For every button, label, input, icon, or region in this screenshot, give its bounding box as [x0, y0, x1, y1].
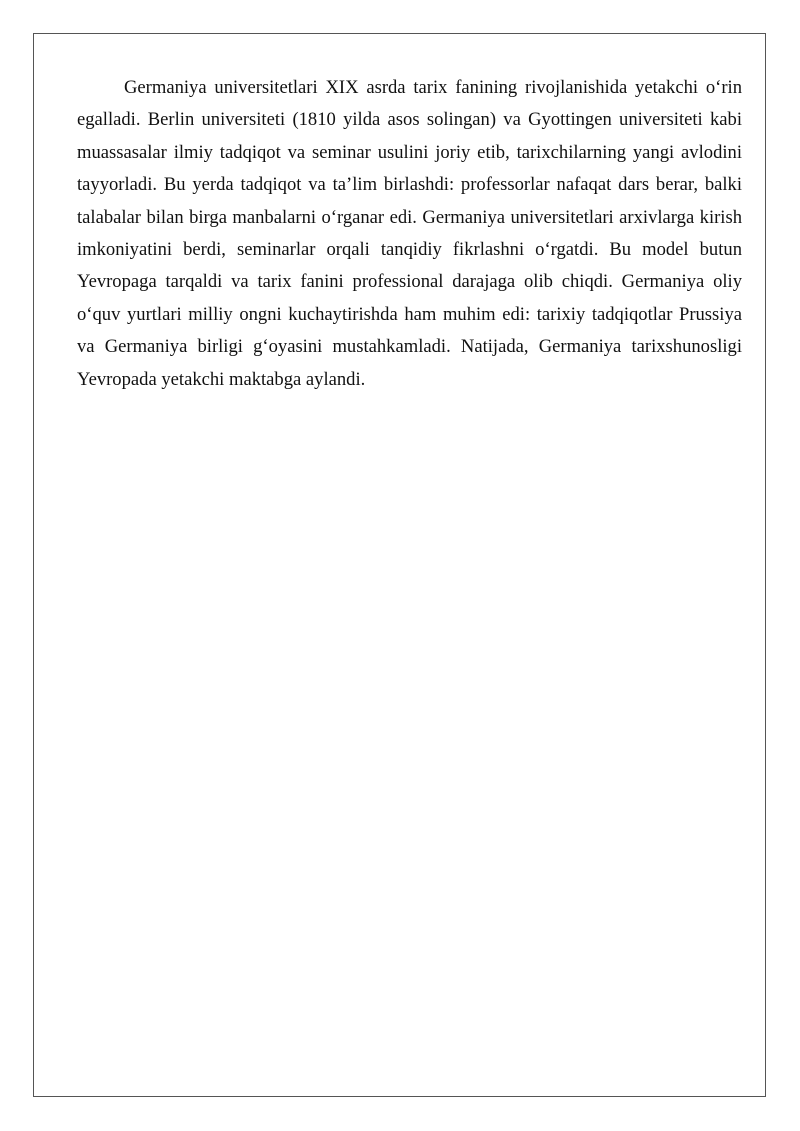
- body-paragraph: Germaniya universitetlari XIX asrda tarix fanining rivojlanishida yetakchi o‘rin egalladi. Berlin universiteti (1810 yilda asos solingan) va Gyottingen universiteti kabi muassasalar ilmiy tadqiqot va seminar usulini joriy etib, tarixchilarning yangi avlodini tayyorladi. Bu yerda tadqiqot va ta’lim birlashdi: professorlar nafaqat dars berar, balki talabalar bilan birga manbalarni o‘rganar edi. Germaniya universitetlari arxivlarga kirish imkoniyatini berdi, seminarlar orqali tanqidiy fikrlashni o‘rgatdi. Bu model butun Yevropaga tarqaldi va tarix fanini professional darajaga olib chiqdi. Germaniya oliy o‘quv yurtlari milliy ongni kuchaytirishda ham muhim edi: tarixiy tadqiqotlar Prussiya va Germaniya birligi g‘oyasini mustahkamladi. Natijada, Germaniya tarixshunosligi Yevropada yetakchi maktabga aylandi.: [77, 77, 742, 390]
